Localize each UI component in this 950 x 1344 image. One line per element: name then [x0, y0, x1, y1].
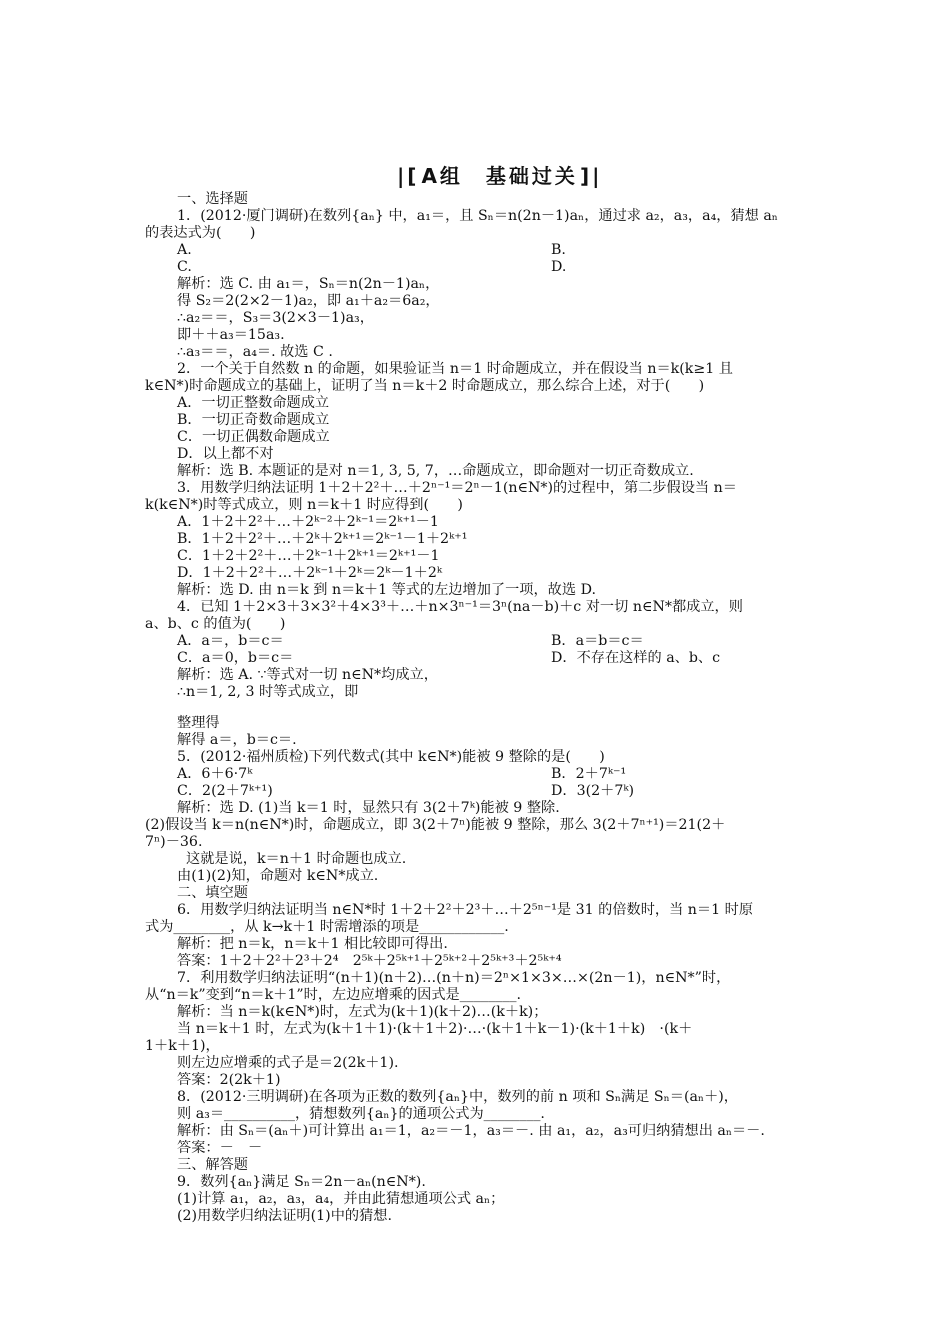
text-line: k(k∈N*)时等式成立，则 n＝k＋1 时应得到( ) — [145, 497, 463, 513]
text-line: a、b、c 的值为( ) — [145, 616, 286, 632]
text-line: (1)计算 a₁，a₂，a₃，a₄，并由此猜想通项公式 aₙ； — [177, 1191, 505, 1207]
text-line: B．一切正奇数命题成立 — [177, 412, 330, 428]
text-line: D．3(2＋7ᵏ) — [551, 783, 635, 799]
text-line: 整理得 — [177, 715, 220, 731]
text-line: 当 n＝k＋1 时，左式为(k＋1＋1)·(k＋1＋2)·…·(k＋1＋k－1)·(k＋1＋k) ·(k＋ — [177, 1021, 693, 1037]
text-line: C．1＋2＋2²＋…＋2ᵏ⁻¹＋2ᵏ⁺¹＝2ᵏ⁺¹－1 — [177, 548, 440, 564]
text-line: 1．(2012·厦门调研)在数列{aₙ} 中，a₁＝，且 Sₙ＝n(2n－1)aₙ，通过求 a₂，a₃，a₄，猜想 aₙ — [177, 208, 778, 224]
text-line: ∴n＝1, 2, 3 时等式成立，即 — [177, 684, 359, 700]
text-line: 则 a₃＝__________，猜想数列{aₙ}的通项公式为________. — [177, 1106, 545, 1122]
text-line: B．2＋7ᵏ⁻¹ — [551, 766, 627, 782]
text-line: D．以上都不对 — [177, 446, 274, 462]
text-line: (2)用数学归纳法证明(1)中的猜想. — [177, 1208, 392, 1224]
text-line: 答案：2(2k＋1) — [177, 1072, 281, 1088]
text-line: 则左边应增乘的式子是＝2(2k＋1). — [177, 1055, 399, 1071]
text-line: 9．数列{aₙ}满足 Sₙ＝2n－aₙ(n∈N*). — [177, 1174, 426, 1190]
text-line: 式为________，从 k→k＋1 时需增添的项是____________. — [145, 919, 509, 935]
text-line: 这就是说，k＝n＋1 时命题也成立. — [186, 851, 407, 867]
text-line: D．不存在这样的 a、b、c — [551, 650, 721, 666]
bracket-right-icon: ]| — [579, 164, 603, 188]
text-line: k∈N*)时命题成立的基础上，证明了当 n＝k＋2 时命题成立，那么综合上述，对于( ) — [145, 378, 705, 394]
text-line: A．a＝，b＝c＝ — [177, 633, 284, 649]
text-line: 答案：－ － — [177, 1140, 263, 1156]
text-line: 二、填空题 — [177, 885, 248, 901]
text-line: C．一切正偶数命题成立 — [177, 429, 330, 445]
text-line: A. — [177, 242, 192, 258]
text-line: 得 S₂＝2(2×2－1)a₂，即 a₁＋a₂＝6a₂， — [177, 293, 440, 309]
text-line: C．2(2＋7ᵏ⁺¹) — [177, 783, 273, 799]
text-line: 3．用数学归纳法证明 1＋2＋2²＋…＋2ⁿ⁻¹＝2ⁿ－1(n∈N*)的过程中，第二步假设当 n＝ — [177, 480, 737, 496]
text-line: B．1＋2＋2²＋…＋2ᵏ＋2ᵏ⁺¹＝2ᵏ⁻¹－1＋2ᵏ⁺¹ — [177, 531, 468, 547]
text-line: 4．已知 1＋2×3＋3×3²＋4×3³＋…＋n×3ⁿ⁻¹＝3ⁿ(na－b)＋c 对一切 n∈N*都成立，则 — [177, 599, 743, 615]
text-line: A．6＋6·7ᵏ — [177, 766, 253, 782]
text-line: 解析：当 n＝k(k∈N*)时，左式为(k＋1)(k＋2)…(k＋k)； — [177, 1004, 548, 1020]
text-line: 8．(2012·三明调研)在各项为正数的数列{aₙ}中，数列的前 n 项和 Sₙ满足 Sₙ＝(aₙ＋)， — [177, 1089, 738, 1105]
text-line: 7ⁿ)－36. — [145, 834, 203, 850]
text-line: B．a＝b＝c＝ — [551, 633, 644, 649]
text-line: 一、选择题 — [177, 191, 248, 207]
text-line: (2)假设当 k＝n(n∈N*)时，命题成立，即 3(2＋7ⁿ)能被 9 整除，那么 3(2＋7ⁿ⁺¹)＝21(2＋ — [145, 817, 726, 833]
text-line: 解析：由 Sₙ＝(aₙ＋)可计算出 a₁＝1，a₂＝－1，a₃＝－. 由 a₁，a₂，a₃可归纳猜想出 aₙ＝－. — [177, 1123, 765, 1139]
text-line: C．a＝0，b＝c＝ — [177, 650, 294, 666]
text-line: 1＋k＋1)， — [145, 1038, 220, 1054]
text-line: 解析：选 B. 本题证的是对 n＝1, 3, 5, 7，…命题成立，即命题对一切正奇数成立. — [177, 463, 694, 479]
text-line: 解析：选 D. 由 n＝k 到 n＝k＋1 等式的左边增加了一项，故选 D. — [177, 582, 596, 598]
text-line: 解析：选 D. (1)当 k＝1 时，显然只有 3(2＋7ᵏ)能被 9 整除. — [177, 800, 560, 816]
text-line: 由(1)(2)知，命题对 k∈N*成立. — [177, 868, 379, 884]
text-line: 的表达式为( ) — [145, 225, 256, 241]
text-line: 6．用数学归纳法证明当 n∈N*时 1＋2＋2²＋2³＋…＋2⁵ⁿ⁻¹是 31 的倍数时，当 n＝1 时原 — [177, 902, 754, 918]
text-line: ∴a₂＝＝，S₃＝3(2×3－1)a₃， — [177, 310, 374, 326]
text-line: 7．利用数学归纳法证明“(n＋1)(n＋2)…(n＋n)＝2ⁿ×1×3×…×(2n－1)，n∈N*”时， — [177, 970, 731, 986]
section-title — [395, 160, 604, 189]
text-line: A．一切正整数命题成立 — [177, 395, 330, 411]
text-line: 5．(2012·福州质检)下列代数式(其中 k∈N*)能被 9 整除的是( ) — [177, 749, 605, 765]
text-line: 解析：选 A. ∵等式对一切 n∈N*均成立， — [177, 667, 438, 683]
text-line: D. — [551, 259, 567, 275]
text-line: 解析：选 C. 由 a₁＝，Sₙ＝n(2n－1)aₙ， — [177, 276, 440, 292]
text-line: B. — [551, 242, 566, 258]
text-line: 从“n＝k”变到“n＝k＋1”时，左边应增乘的因式是________. — [145, 987, 521, 1003]
bracket-left-icon: |[ — [397, 164, 420, 188]
text-line: 三、解答题 — [177, 1157, 248, 1173]
text-line: D．1＋2＋2²＋…＋2ᵏ⁻¹＋2ᵏ＝2ᵏ－1＋2ᵏ — [177, 565, 443, 581]
text-line: ∴a₃＝＝，a₄＝. 故选 C . — [177, 344, 333, 360]
text-line: 2．一个关于自然数 n 的命题，如果验证当 n＝1 时命题成立，并在假设当 n＝k(k≥1 且 — [177, 361, 733, 377]
text-line: A．1＋2＋2²＋…＋2ᵏ⁻²＋2ᵏ⁻¹＝2ᵏ⁺¹－1 — [177, 514, 439, 530]
text-line: 即＋＋a₃＝15a₃. — [177, 327, 285, 343]
text-line: 答案：1＋2＋2²＋2³＋2⁴ 2⁵ᵏ＋2⁵ᵏ⁺¹＋2⁵ᵏ⁺²＋2⁵ᵏ⁺³＋2⁵ᵏ⁺⁴ — [177, 953, 562, 969]
section-title-text: A组 基础过关 — [421, 164, 578, 188]
text-line: C. — [177, 259, 192, 275]
text-line: 解析：把 n＝k，n＝k＋1 相比较即可得出. — [177, 936, 448, 952]
text-line: 解得 a＝，b＝c＝. — [177, 732, 297, 748]
